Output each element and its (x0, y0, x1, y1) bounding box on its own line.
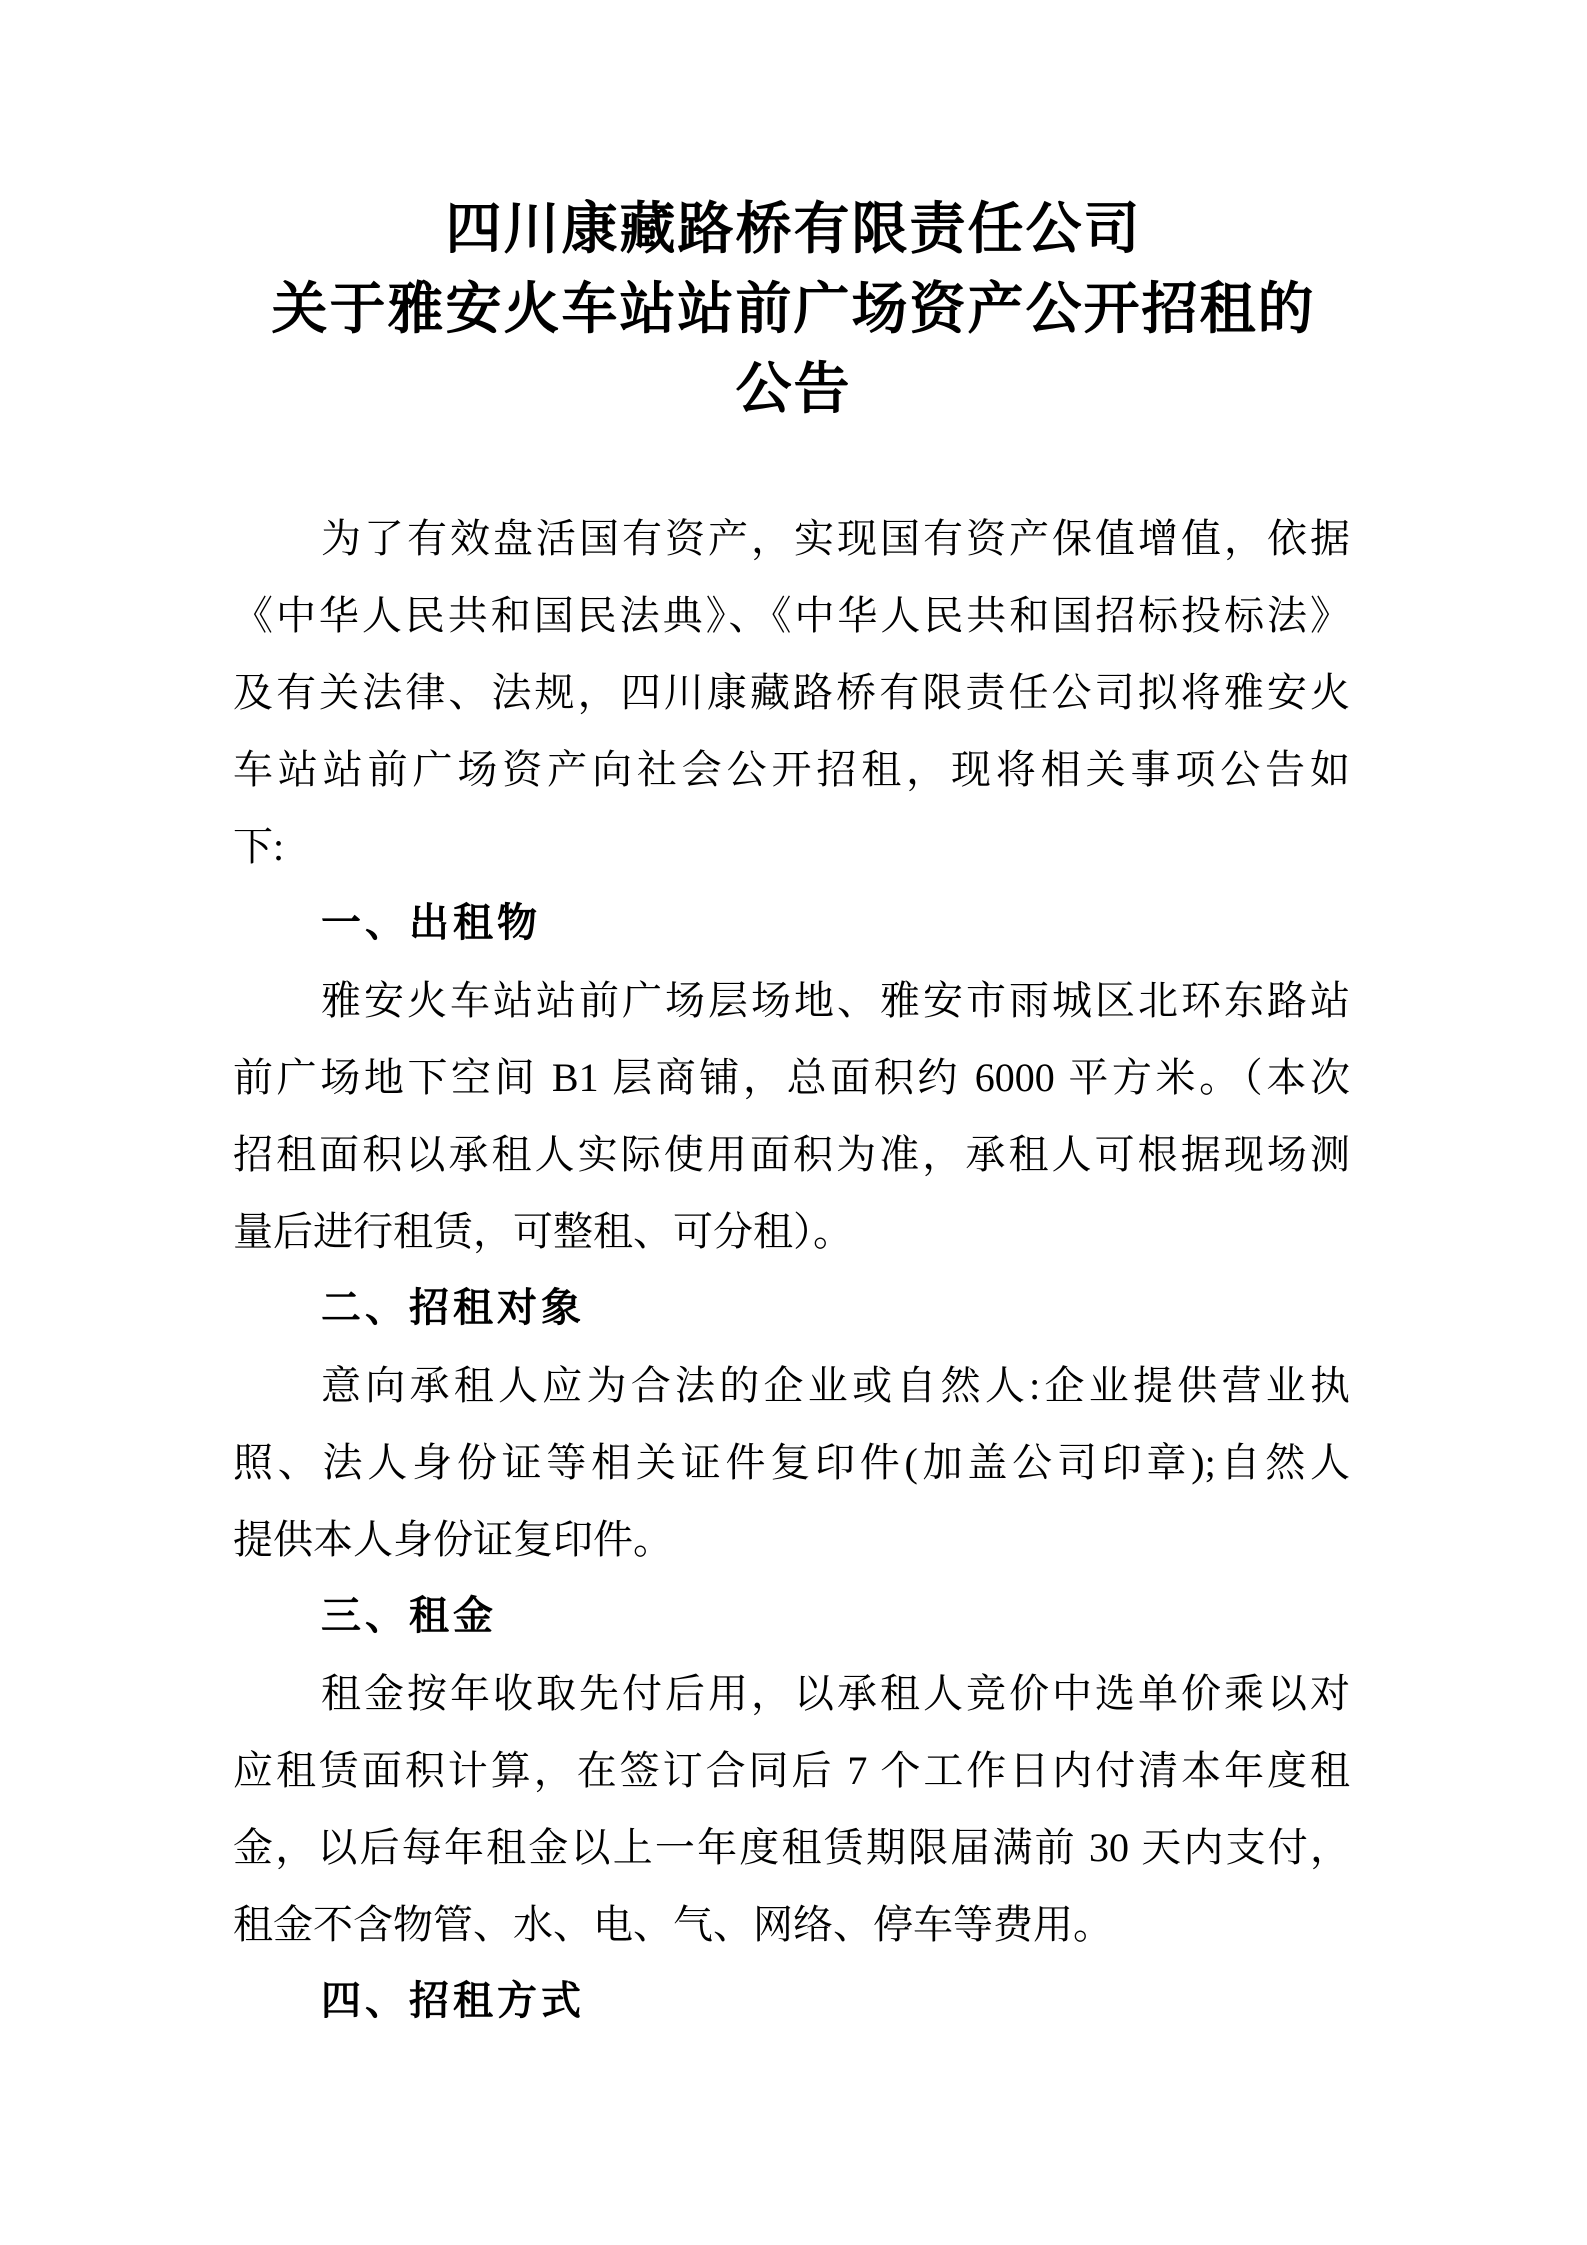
intro-paragraph-line: 及有关法律、法规，四川康藏路桥有限责任公司拟将雅安火 (233, 670, 1350, 715)
section-2-heading: 二、招租对象 (321, 1286, 585, 1330)
section-1-paragraph-line: 量后进行租赁，可整租、可分租）。 (233, 1209, 853, 1254)
section-2-paragraph-line: 意向承租人应为合法的企业或自然人:企业提供营业执 (321, 1363, 1350, 1408)
document-title (230, 190, 1357, 430)
section-3-paragraph-line: 租金不含物管、水、电、气、网络、停车等费用。 (233, 1902, 1113, 1947)
section-1-paragraph-line: 雅安火车站站前广场层场地、雅安市雨城区北环东路站 (321, 978, 1350, 1023)
section-4-heading: 四、招租方式 (321, 1979, 585, 2023)
intro-paragraph-line: 车站站前广场资产向社会公开招租，现将相关事项公告如 (233, 747, 1350, 792)
title-line-subject: 关于雅安火车站站前广场资产公开招租的 (271, 279, 1316, 341)
section-3-heading: 三、租金 (321, 1594, 497, 1638)
section-3-paragraph-line: 应租赁面积计算，在签订合同后 7 个工作日内付清本年度租 (233, 1748, 1350, 1793)
section-3-paragraph-line: 金，以后每年租金以上一年度租赁期限届满前 30 天内支付， (233, 1825, 1350, 1870)
intro-paragraph-line: 《中华人民共和国民法典》、《中华人民共和国招标投标法》 (233, 593, 1350, 638)
section-2-paragraph-line: 提供本人身份证复印件。 (233, 1517, 673, 1562)
section-1-paragraph-line: 招租面积以承租人实际使用面积为准，承租人可根据现场测 (233, 1132, 1350, 1177)
section-3-paragraph-line: 租金按年收取先付后用，以承租人竞价中选单价乘以对 (321, 1671, 1350, 1716)
document-body (233, 500, 1350, 2040)
intro-paragraph-line: 下: (233, 824, 285, 869)
section-1-paragraph-line: 前广场地下空间 B1 层商铺，总面积约 6000 平方米。（本次 (233, 1055, 1350, 1100)
section-1-heading: 一、出租物 (321, 901, 541, 945)
title-line-announcement: 公告 (735, 359, 852, 421)
title-line-company: 四川康藏路桥有限责任公司 (445, 199, 1142, 261)
intro-paragraph-line: 为了有效盘活国有资产，实现国有资产保值增值，依据 (321, 516, 1350, 561)
section-2-paragraph-line: 照、法人身份证等相关证件复印件(加盖公司印章);自然人 (233, 1440, 1350, 1485)
